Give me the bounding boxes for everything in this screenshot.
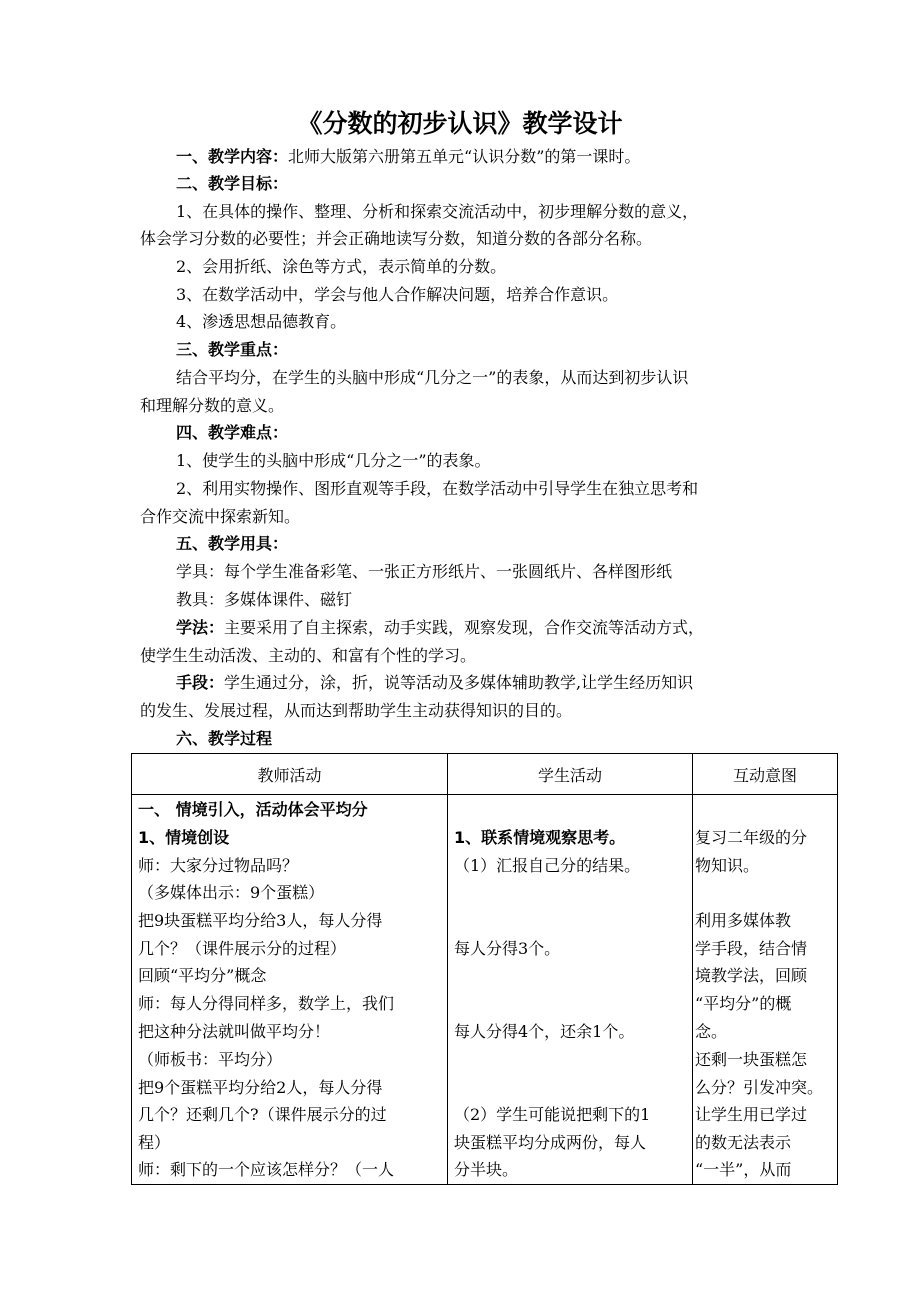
cell-line: 把9个蛋糕平均分给2人，每人分得 [138,1078,383,1097]
cell-line: 学手段，结合情 [695,939,808,958]
intent-cell [693,795,838,1185]
objective-line: 2、会用折纸、涂色等方式，表示简单的分数。 [176,257,507,276]
cell-line: 还剩一块蛋糕怎 [695,1050,808,1069]
cell-line: 把这种分法就叫做平均分！ [138,1022,331,1041]
cell-line: 几个？（课件展示分的过程） [138,939,347,958]
section-heading: 三、教学重点： [176,340,289,359]
header-intent: 互动意图 [693,754,838,795]
objective-line: 体会学习分数的必要性；并会正确地读写分数，知道分数的各部分名称。 [140,229,653,248]
cell-line: “一半”，从而 [695,1160,792,1179]
cell-line: 师：大家分过物品吗？ [138,856,299,875]
header-student-activity: 学生活动 [448,754,693,795]
section-heading: 二、教学目标： [176,174,289,193]
section-heading: 一、教学内容： [176,147,289,166]
method-label: 学法： [176,618,225,637]
cell-line: 块蛋糕平均分成两份，每人 [454,1133,647,1152]
teacher-activity-cell [132,795,448,1185]
tools-line: 学具：每个学生准备彩笔、一张正方形纸片、一张圆纸片、各样图形纸 [176,562,673,581]
cell-line: “平均分”的概 [695,994,792,1013]
cell-line: 师：剩下的一个应该怎样分？（一人 [138,1160,395,1179]
cell-line: 物知识。 [695,856,760,875]
cell-line: 一、 情境引入，活动体会平均分 [138,800,368,819]
cell-line: 念。 [695,1022,728,1041]
cell-line: 把9块蛋糕平均分给3人，每人分得 [138,911,383,930]
content-line [176,144,790,170]
cell-line: 分半块。 [454,1160,519,1179]
cell-line: （2）学生可能说把剩下的1 [454,1105,651,1124]
means-line [176,670,790,696]
cell-line: 利用多媒体教 [695,911,792,930]
cell-line: 几个？还剩几个?（课件展示分的过 [138,1105,387,1124]
cell-line: 1、情境创设 [138,828,230,847]
means-line: 的发生、发展过程，从而达到帮助学生主动获得知识的目的。 [140,701,573,720]
objective-line: 1、在具体的操作、整理、分析和探索交流活动中，初步理解分数的意义， [176,202,699,221]
cell-line: 境教学法，回顾 [695,966,808,985]
objective-line: 3、在数学活动中，学会与他人合作解决问题，培养合作意识。 [176,285,619,304]
cell-line: （师板书：平均分） [138,1050,283,1069]
cell-line: 师：每人分得同样多，数学上，我们 [138,994,395,1013]
method-text: 主要采用了自主探索，动手实践，观察发现，合作交流等活动方式， [224,618,705,637]
page-title: 《分数的初步认识》教学设计 [297,109,623,138]
section-text: 北师大版第六册第五单元“认识分数”的第一课时。 [288,147,641,166]
objective-line: 4、渗透思想品德教育。 [176,312,347,331]
cell-line: 么分？引发冲突。 [695,1078,824,1097]
cell-line: 让学生用已学过 [695,1105,808,1124]
table-row [132,795,838,1185]
cell-line: 程） [138,1133,171,1152]
header-teacher-activity: 教师活动 [132,754,448,795]
difficulty-line: 2、利用实物操作、图形直观等手段，在数学活动中引导学生在独立思考和 [176,479,699,498]
tools-line: 教具：多媒体课件、磁钉 [176,590,353,609]
cell-line: 1、联系情境观察思考。 [454,828,626,847]
means-text: 学生通过分，涂，折，说等活动及多媒体辅助教学,让学生经历知识 [224,673,694,692]
cell-line: 每人分得3个。 [454,939,561,958]
means-label: 手段： [176,673,225,692]
section-heading: 六、教学过程 [176,729,273,748]
cell-line: 每人分得4个，还余1个。 [454,1022,635,1041]
section-heading: 四、教学难点： [176,423,289,442]
teaching-process-table [131,753,838,1185]
method-line [176,615,790,641]
difficulty-line: 合作交流中探索新知。 [140,507,301,526]
cell-line: （1）汇报自己分的结果。 [454,856,641,875]
keypoint-line: 结合平均分，在学生的头脑中形成“几分之一”的表象，从而达到初步认识 [176,368,689,387]
difficulty-line: 1、使学生的头脑中形成“几分之一”的表象。 [176,451,491,470]
cell-line: 的数无法表示 [695,1133,792,1152]
student-activity-cell [448,795,693,1185]
section-heading: 五、教学用具： [176,534,289,553]
table-header-row [132,754,838,795]
cell-line: 复习二年级的分 [695,828,808,847]
keypoint-line: 和理解分数的意义。 [140,396,285,415]
cell-line: （多媒体出示：9个蛋糕） [138,883,325,902]
method-line: 使学生生动活泼、主动的、和富有个性的学习。 [140,646,477,665]
cell-line: 回顾“平均分”概念 [138,966,267,985]
